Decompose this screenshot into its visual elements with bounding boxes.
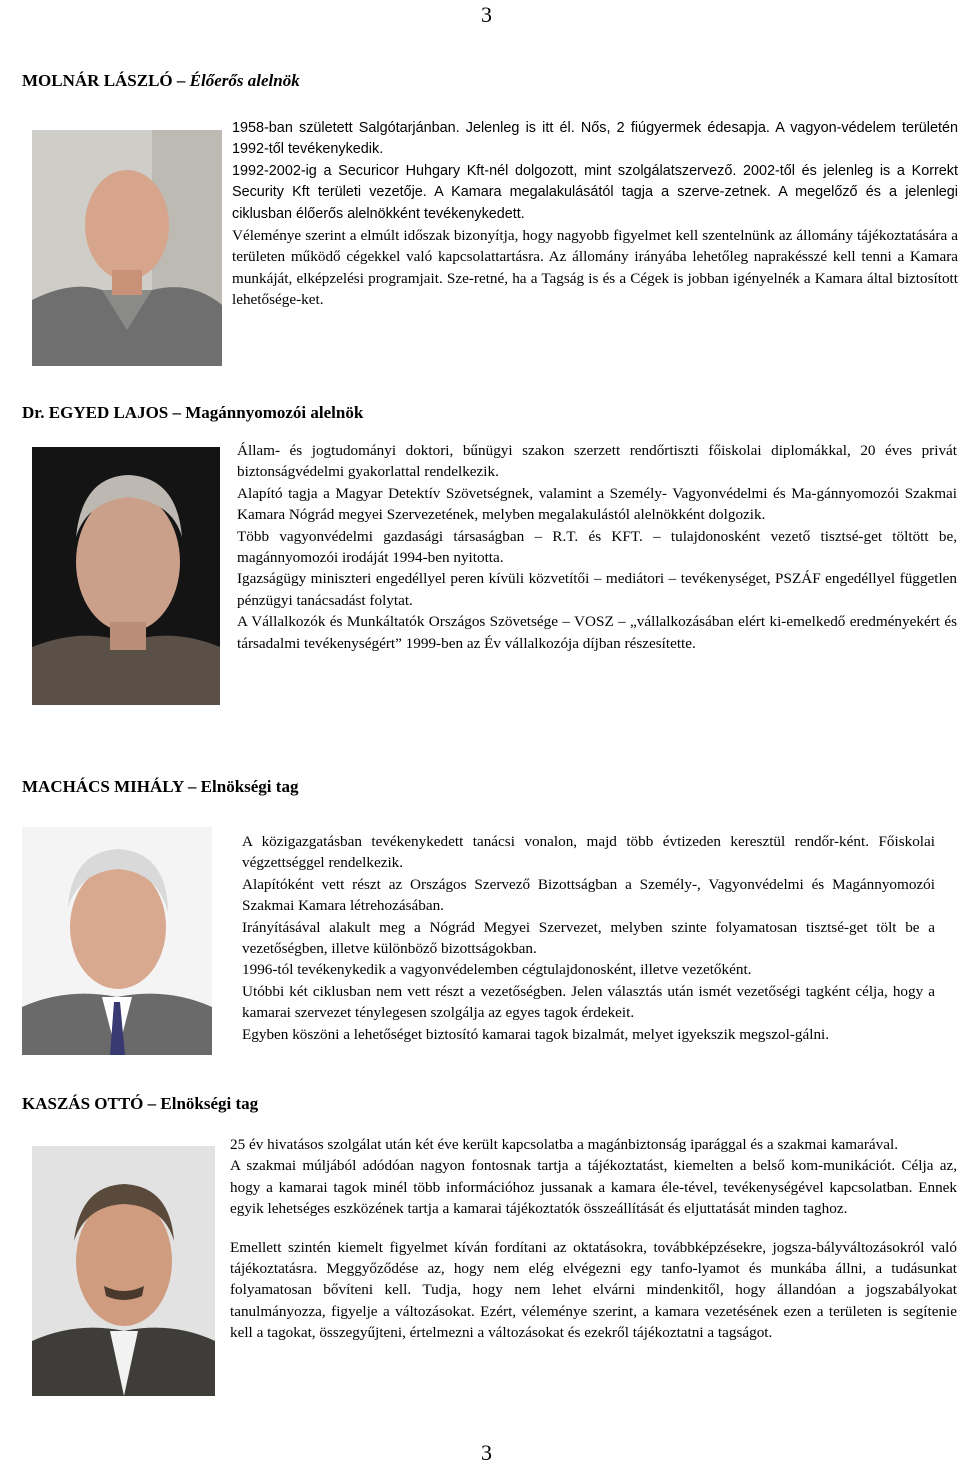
portrait-photo-egyed xyxy=(32,447,220,705)
paragraph-gap xyxy=(230,1220,957,1237)
person-name: Dr. EGYED LAJOS xyxy=(22,403,169,422)
heading-dash: – xyxy=(176,71,186,90)
person-role: Élőerős alelnök xyxy=(189,71,300,90)
page-number-bottom: 3 xyxy=(481,1440,492,1465)
person-name: MOLNÁR LÁSZLÓ xyxy=(22,71,173,90)
bio-paragraph: A Vállalkozók és Munkáltatók Országos Szövetsége – VOSZ – „vállalkozásában elért ki-emelkedő eredményekért és társadalmi tevékenységért” 1999-ben az Év vállalkozója díjban részesítette. xyxy=(237,613,957,652)
person-bio-egyed xyxy=(237,440,957,654)
bio-paragraph: 25 év hivatásos szolgálat után két éve került kapcsolatba a magánbiztonság iparággal és a szakmai kamarával. xyxy=(230,1136,898,1153)
person-role: Magánnyomozói alelnök xyxy=(185,403,364,422)
portrait-photo-molnar xyxy=(32,130,222,366)
bio-paragraph: A közigazgatásban tevékenykedett tanácsi vonalon, majd több évtizeden keresztül rendőr-ként. Főiskolai végzettséggel rendelkezik. xyxy=(242,833,935,872)
page-number-top: 3 xyxy=(481,2,492,27)
person-bio-kaszas xyxy=(230,1134,957,1344)
person-bio-molnar xyxy=(232,118,958,311)
person-name: MACHÁCS MIHÁLY xyxy=(22,777,184,796)
heading-dash: – xyxy=(172,403,182,422)
bio-paragraph: Emellett szintén kiemelt figyelmet kíván fordítani az oktatásokra, továbbképzésekre, jogsza-bályváltozásokról való tájékoztatásra. Meggyőződése az, hogy nem elég elvégezni egy tanfo-lyamot és munkába állni, a tudásunkat folyamatosan bővíteni kell. Tudja, hogy nem lehet elvárni mindenkitől, hogy állandóan a jogszabályokat tanulmányozza, figyelje a változásokat. Ezért, véleménye szerint, a kamara vezetésének ezen a területen is segítenie kell a tagokat, összegyűjteni, értelmezni a változásokat és ezekről tájékoztatni a tagságot. xyxy=(230,1238,957,1342)
bio-paragraph: Alapító tagja a Magyar Detektív Szövetségnek, valamint a Személy- Vagyonvédelmi és Ma-gánnyomozói Szakmai Kamara Nógrád megyei Szervezetének, melyben megalakulástól alelnökként dolgozik. xyxy=(237,484,957,524)
person-heading-molnar xyxy=(22,71,300,91)
bio-paragraph: Igazságügy miniszteri engedéllyel peren kívüli közvetítői – mediátori – tevékenységet, PSZÁF engedéllyel független pénzügyi tanácsadást folytat. xyxy=(237,570,957,609)
person-role: Elnökségi tag xyxy=(200,777,299,796)
bio-paragraph: A szakmai múljából adódóan nagyon fontosnak tartja a tájékoztatást, kiemelten a belső kom-munikációt. Célja az, hogy a kamarai tagok minél több információhoz jussanak a kamara éle-tével, tevékenységével kapcsolatban. Ennek egyik lehetséges eszközének tartja a kamarai tájékoztatók összeállítását és eljuttatását minden taghoz. xyxy=(230,1157,957,1218)
person-heading-kaszas xyxy=(22,1094,258,1114)
bio-paragraph: 1958-ban született Salgótarjánban. Jelenleg is itt él. Nős, 2 fiúgyermek édesapja. A vagyon-védelem területén 1992-től tevékenykedik. xyxy=(232,120,958,158)
person-heading-egyed xyxy=(22,403,363,423)
bio-paragraph: Irányításával alakult meg a Nógrád Megyei Szervezet, melyben szinte folyamatosan tisztsé-get tölt be a vezetőségben, illetve különböző bizottságokban. xyxy=(242,918,935,958)
portrait-photo-kaszas xyxy=(32,1146,215,1396)
bio-paragraph: Egyben köszöni a lehetőséget biztosító kamarai tagok bizalmát, melyet igyekszik megszol-gálni. xyxy=(242,1025,830,1043)
bio-paragraph: Több vagyonvédelmi gazdasági társaságban – R.T. és KFT. – tulajdonosként vezető tisztsé-get töltött be, magánnyomozói irodáját 1994-ben nyitotta. xyxy=(237,527,957,567)
bio-paragraph: Véleménye szerint a elmúlt időszak bizonyítja, hogy nagyobb figyelmet kell szentelnünk az állomány tájékoztatására a területen működő cégekkel való kapcsolattartásra. Az állomány irányába lehetőleg naprakésszé kell tenni a Kamara munkáját, elképzelési programjait. Sze-retné, ha a Tagság is és a Cégek is jobban igényelnék a Kamara által biztosított lehetősége-ket. xyxy=(232,227,958,309)
bio-paragraph: Alapítóként vett részt az Országos Szervező Bizottságban a Személy-, Vagyonvédelmi és Magánnyomozói Szakmai Kamara létrehozásában. xyxy=(242,875,935,915)
bio-paragraph: Állam- és jogtudományi doktori, bűnügyi szakon szerzett rendőrtiszti főiskolai diplomákkal, 20 éves privát biztonságvédelmi gyakorlattal rendelkezik. xyxy=(237,442,957,481)
bio-paragraph: 1996-tól tevékenykedik a vagyonvédelemben cégtulajdonosként, illetve vezetőként. xyxy=(242,961,752,979)
bio-paragraph: 1992-2002-ig a Securicor Huhgary Kft-nél dolgozott, mint szolgálatszervező. 2002-től és jelenleg is a Korrekt Security Kft területi vezetője. A Kamara megalakulásától tagja a szerve-zetnek. A megelőző és a jelenlegi ciklusban élőerős alelnökként tevékenykedett. xyxy=(232,162,958,222)
person-bio-machacs xyxy=(242,831,935,1045)
heading-dash: – xyxy=(147,1094,157,1113)
bio-paragraph: Utóbbi két ciklusban nem vett részt a vezetőségben. Jelen választás után ismét vezetőségi tagként célja, hogy a kamarai szervezet ténylegesen szolgálja az egyes tagok érdekeit. xyxy=(242,982,935,1022)
person-name: KASZÁS OTTÓ xyxy=(22,1094,144,1113)
person-role: Elnökségi tag xyxy=(160,1094,259,1113)
heading-dash: – xyxy=(187,777,197,796)
person-heading-machacs xyxy=(22,777,298,797)
portrait-photo-machacs xyxy=(22,827,212,1055)
